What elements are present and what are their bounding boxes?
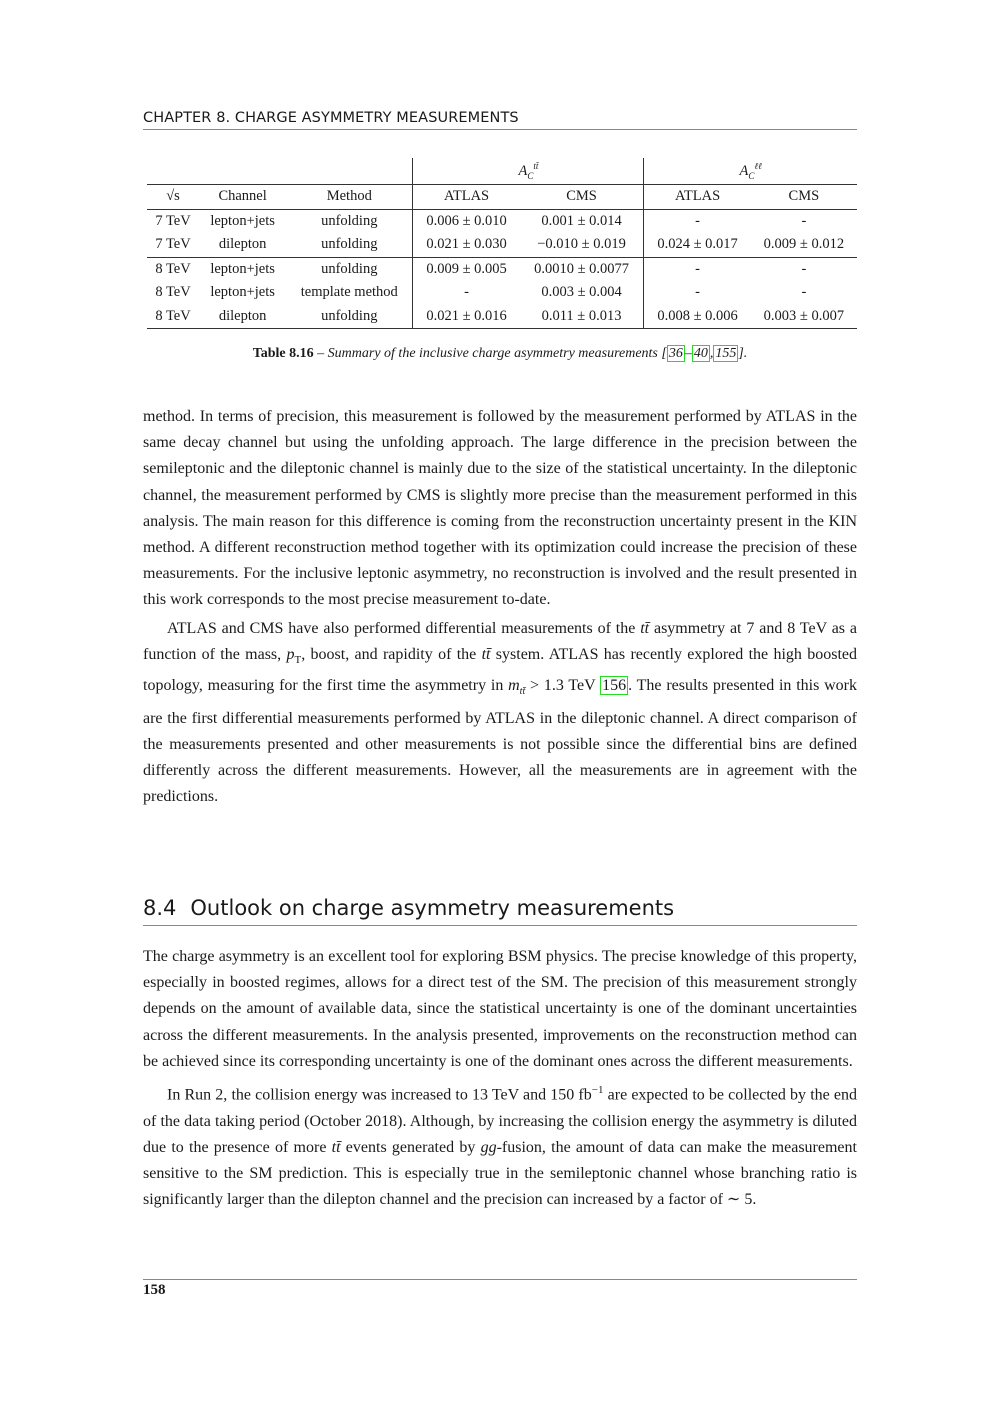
cell: unfolding bbox=[321, 212, 378, 229]
cell: - bbox=[413, 281, 520, 305]
table-row bbox=[147, 209, 857, 233]
table-group-header-row bbox=[147, 158, 857, 185]
cell: lepton+jets bbox=[199, 257, 286, 281]
cell: lepton+jets bbox=[210, 212, 275, 229]
cell: 0.024 ± 0.017 bbox=[644, 233, 751, 257]
paragraph: In Run 2, the collision energy was increased to 13 TeV and 150 $fb^{-1}$ are expected to be collected by the end of the data taking period (October 2018). Although, by increasing the collision energy the asymmetry is diluted due to the presence of more tt̄ events generated by gg-fusion, the amount of data can make the measurement sensitive to the SM prediction. This is especially true in the semileptonic channel whose branching ratio is significantly larger than the dilepton channel and the precision can increased by a factor of ∼ 5. bbox=[143, 1084, 858, 1209]
section-title: Outlook on charge asymmetry measurements bbox=[190, 896, 675, 920]
paragraph: method. In terms of precision, this measurement is followed by the measurement performed by ATLAS in the same decay channel but using the unfolding approach. The large difference in the precision between the semileptonic and the dileptonic channel is mainly due to the size of the statistical uncertainty. In the dileptonic channel, the measurement performed by CMS is slightly more precise than the measurement performed in this analysis. The main reason for this difference is coming from the reconstruction uncertainty present in the KIN method. A different reconstruction method together with its optimization could increase the precision of these measurements. For the inclusive leptonic asymmetry, no reconstruction is involved and the result presented in this work corresponds to the most precise measurement to-date. bbox=[143, 408, 857, 609]
cell: 0.003 ± 0.004 bbox=[541, 284, 622, 301]
cell: - bbox=[644, 257, 751, 281]
col-header: Method bbox=[286, 185, 413, 210]
cell: - bbox=[801, 284, 807, 301]
paragraph: ATLAS and CMS have also performed differential measurements of the tt̄ asymmetry at 7 and 8 TeV as a function of the mass, $p_T$, boost, and rapidity of the tt̄ system. ATLAS has recently explored the high boosted topology, measuring for the first time the asymmetry in $m_{tt̄} > 1.3$ TeV 156 . The results presented in this work are the first differential measurements performed by ATLAS in the dileptonic channel. A direct comparison of the measurements presented and other measurements is not possible since the differential bins are defined differently across the different measurements. However, all the measurements are in agreement with the predictions. bbox=[143, 619, 858, 806]
running-header: CHAPTER 8. CHARGE ASYMMETRY MEASUREMENTS bbox=[143, 110, 857, 130]
citation-link[interactable]: 36 bbox=[668, 346, 683, 361]
cell: template method bbox=[300, 284, 398, 301]
table-row bbox=[147, 257, 857, 281]
cell: 0.008 ± 0.006 bbox=[644, 305, 751, 329]
cell: lepton+jets bbox=[210, 284, 275, 301]
cell: - bbox=[644, 209, 751, 233]
col-header: √s bbox=[147, 185, 199, 210]
cell: dilepton bbox=[199, 305, 286, 329]
cell: 0.006 ± 0.010 bbox=[413, 209, 520, 233]
cell: 0.021 ± 0.030 bbox=[413, 233, 520, 257]
page-number: 158 bbox=[143, 1279, 857, 1299]
table-header-row bbox=[147, 185, 857, 210]
group-header-ll: $A_C^{\ell\ell}$ bbox=[644, 158, 857, 185]
col-header: ATLAS bbox=[644, 185, 751, 210]
table-row bbox=[147, 233, 857, 257]
caption-label: Table 8.16 bbox=[252, 346, 314, 361]
cell: 0.009 ± 0.012 bbox=[763, 236, 845, 253]
paragraph: The charge asymmetry is an excellent tool for exploring BSM physics. The precise knowledge of this property, especially in boosted regimes, allows for a direct test of the SM. The precision of this measurement strongly depends on the amount of available data, since the statistical uncertainty is one of the dominant uncertainties across the different measurements. In the analysis presented, improvements on the reconstruction method can be achieved since its corresponding uncertainty is one of the dominant ones across the different measurements. bbox=[143, 948, 857, 1070]
section-number: 8.4 bbox=[143, 896, 177, 920]
group-header-ttbar: $A_C^{tt̄}$ bbox=[413, 158, 644, 185]
cell: 0.011 ± 0.013 bbox=[520, 305, 644, 329]
body-text-upper bbox=[143, 404, 857, 812]
cell: 8 TeV bbox=[147, 257, 199, 281]
citation-link[interactable]: 40 bbox=[693, 346, 708, 361]
cell: 0.021 ± 0.016 bbox=[413, 305, 520, 329]
cell: 8 TeV bbox=[155, 284, 191, 301]
citation-link[interactable]: 155 bbox=[715, 346, 737, 361]
col-header: CMS bbox=[520, 185, 644, 210]
cell: dilepton bbox=[218, 236, 267, 253]
cell: - bbox=[644, 281, 751, 305]
caption-text: Summary of the inclusive charge asymmetry measurements [ bbox=[327, 346, 667, 361]
cell: 0.001 ± 0.014 bbox=[541, 212, 622, 229]
cell: 0.003 ± 0.007 bbox=[751, 305, 857, 329]
results-table bbox=[147, 158, 857, 329]
col-header: CMS bbox=[751, 185, 857, 210]
cell: 0.0010 ± 0.0077 bbox=[520, 257, 644, 281]
table-row bbox=[147, 305, 857, 329]
cell: - bbox=[751, 257, 857, 281]
section-heading bbox=[143, 896, 857, 926]
col-header: ATLAS bbox=[413, 185, 520, 210]
cell: 7 TeV bbox=[155, 212, 191, 229]
table-row bbox=[147, 281, 857, 305]
cell: unfolding bbox=[321, 236, 378, 253]
cell: unfolding bbox=[286, 257, 413, 281]
cell: 0.009 ± 0.005 bbox=[413, 257, 520, 281]
cell: −0.010 ± 0.019 bbox=[537, 236, 626, 253]
cell: 7 TeV bbox=[155, 236, 191, 253]
col-header: Channel bbox=[199, 185, 286, 210]
body-text-lower bbox=[143, 944, 857, 1215]
citation-link[interactable]: 156 bbox=[602, 677, 627, 695]
table-caption: Table 8.16 – Summary of the inclusive charge asymmetry measurements [ 36 – 40 , 155 ]. bbox=[252, 346, 748, 361]
cell: 8 TeV bbox=[147, 305, 199, 329]
cell: - bbox=[801, 212, 807, 229]
cell: unfolding bbox=[286, 305, 413, 329]
